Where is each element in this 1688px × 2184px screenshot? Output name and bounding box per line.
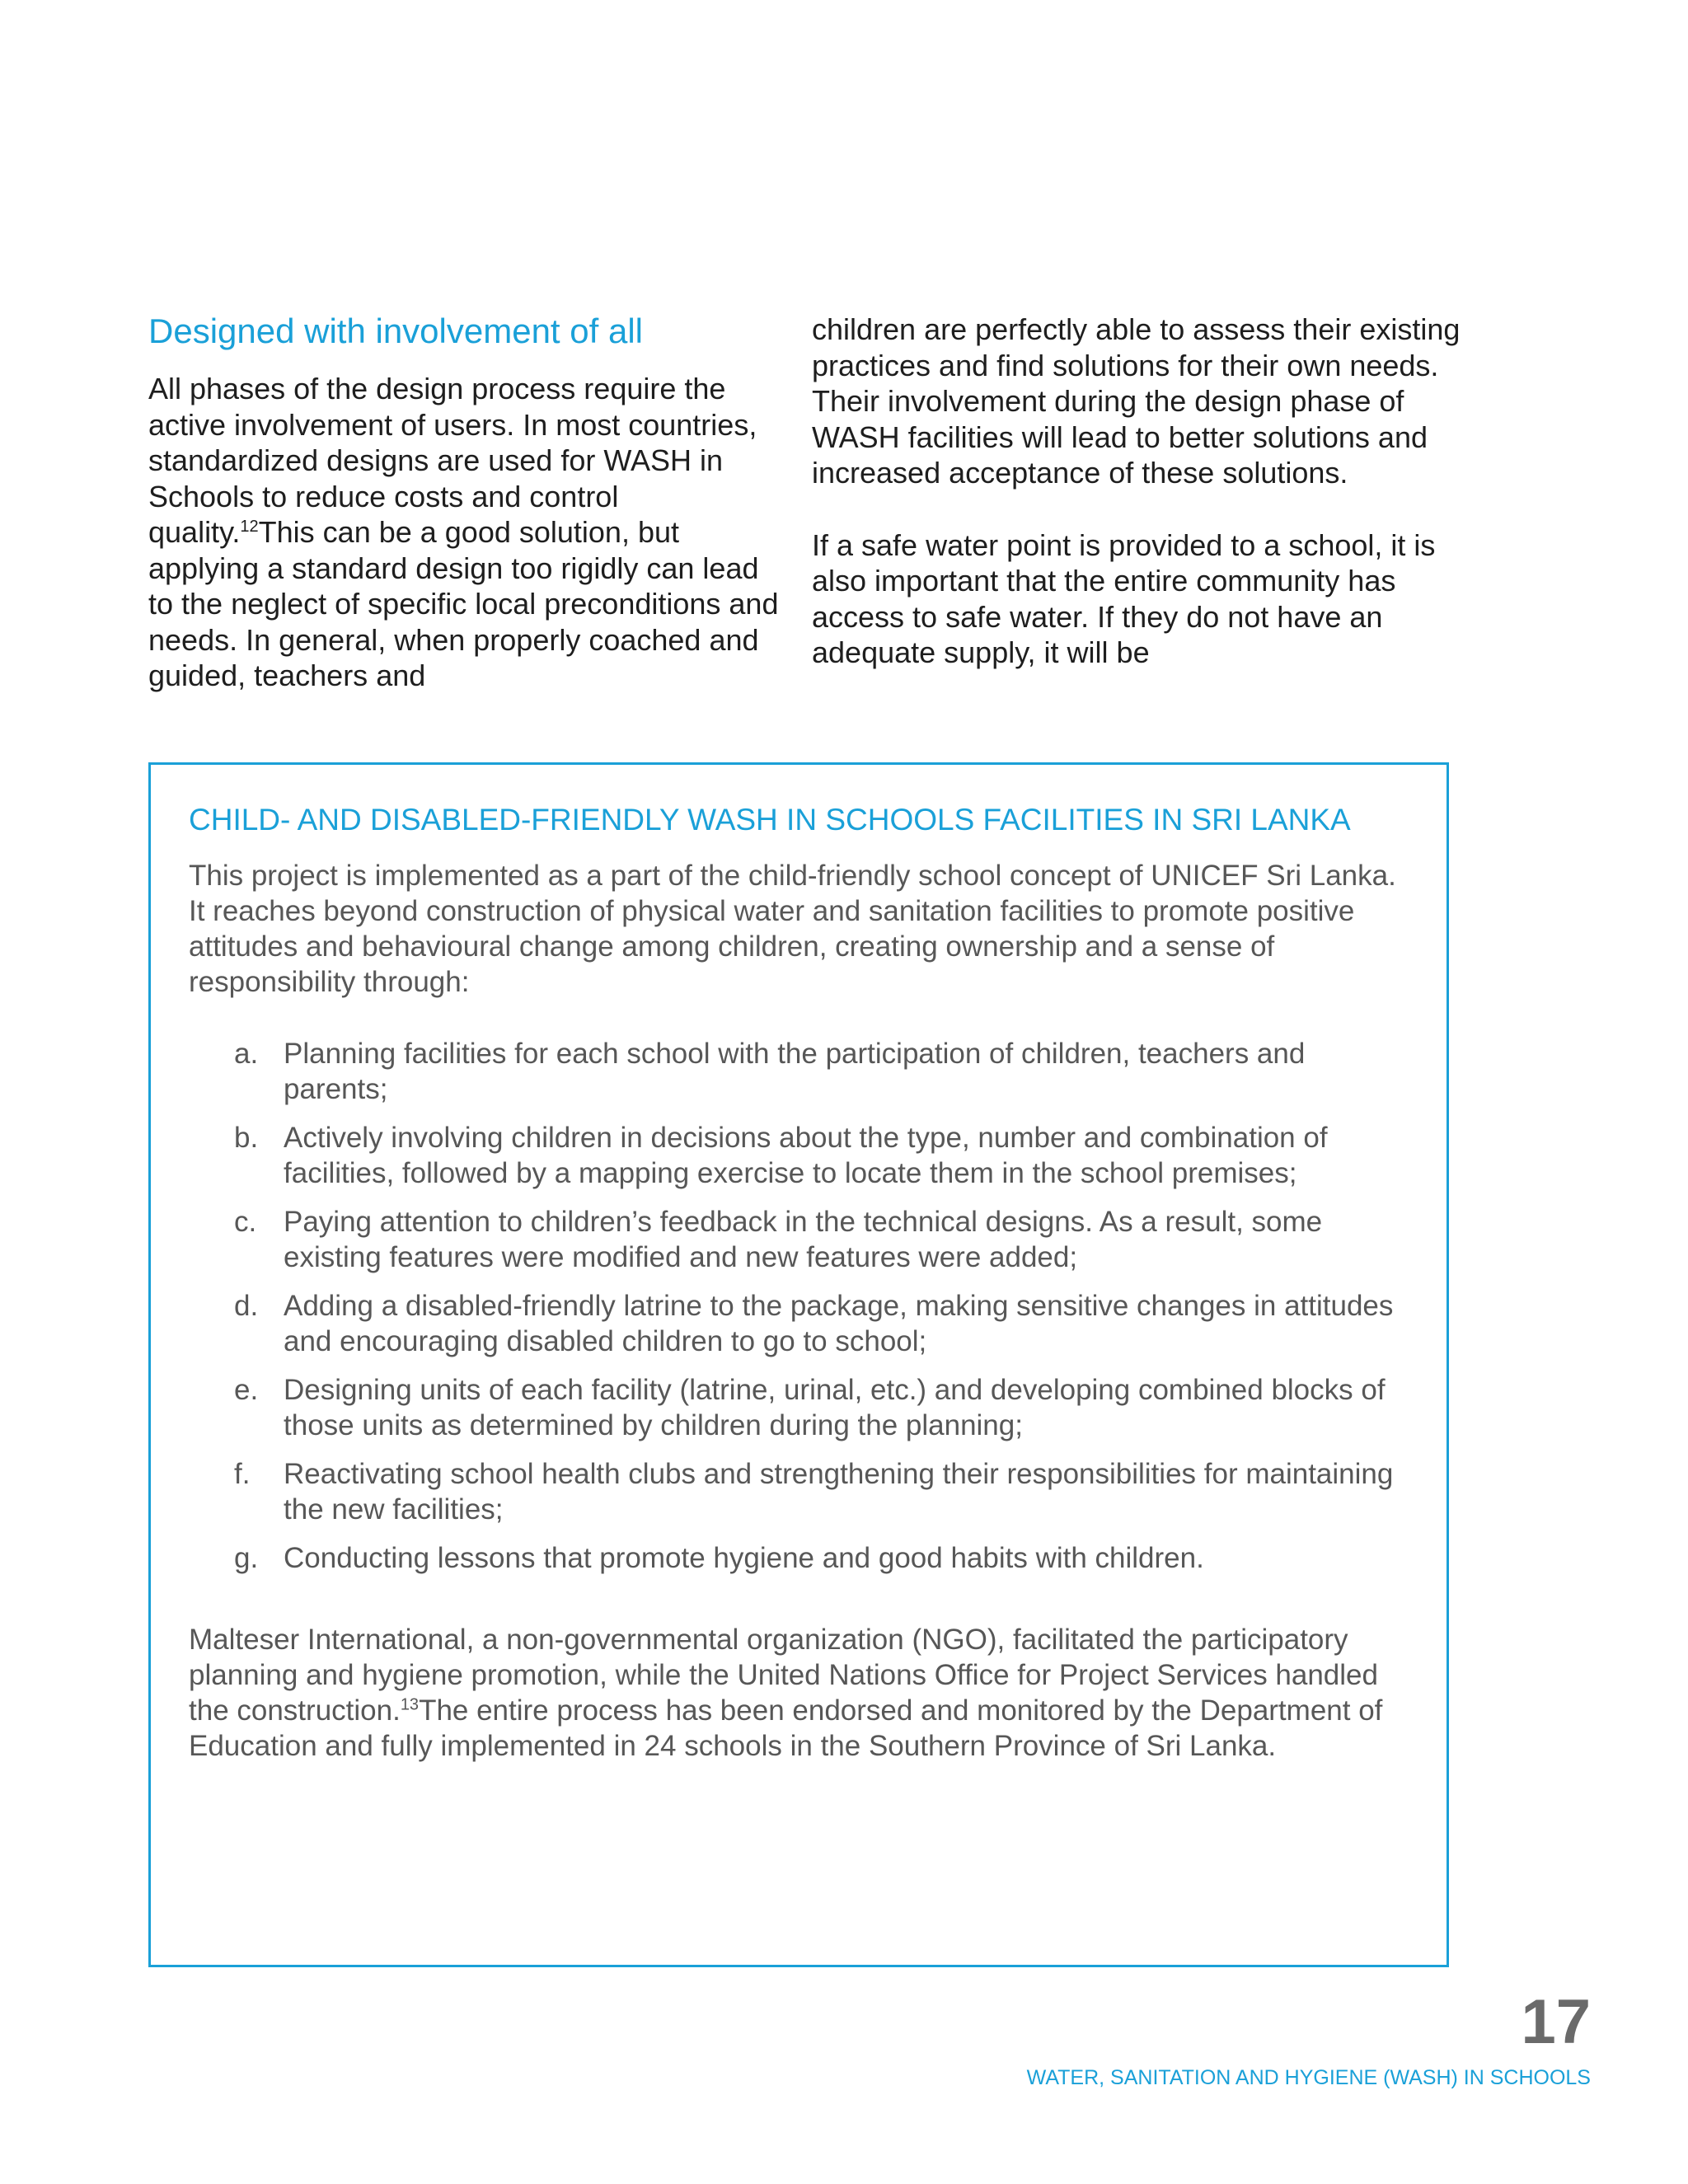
list-marker: g. xyxy=(234,1542,259,1574)
list-marker: a. xyxy=(234,1038,259,1070)
list-item-text: Actively involving children in decisions about the type, number and combination of facilities, followed by a mapping exercise to locate them in the school premises; xyxy=(284,1122,1328,1189)
body-text: Malteser International, a non-governmental organization (NGO), facilitated the participatory planning and hygiene promotion, while the United Nations Office for Project Services handled the construction. xyxy=(189,1624,1378,1727)
list-item-text: Reactivating school health clubs and strengthening their responsibilities for maintaining the new facilities; xyxy=(284,1458,1394,1526)
list-item-text: Planning facilities for each school with the participation of children, teachers and parents; xyxy=(284,1038,1306,1105)
body-paragraph: children are perfectly able to assess their existing practices and find solutions for their own needs. Their involvement during the design phase of WASH facilities will lead to better solutions and increased acceptance of these solutions. xyxy=(812,312,1461,490)
footnote-ref[interactable]: 12 xyxy=(240,518,259,536)
box-list xyxy=(189,1036,1409,1576)
list-marker: f. xyxy=(234,1458,251,1490)
box-closing-paragraph xyxy=(189,1622,1409,1764)
list-item xyxy=(234,1456,1409,1527)
case-study-box xyxy=(148,762,1449,1967)
right-column xyxy=(812,312,1471,671)
box-intro: This project is implemented as a part of the child-friendly school concept of UNICEF Sri Lanka. It reaches beyond construction of physical water and sanitation facilities to promote positive attitudes and behavioural change among children, creating ownership and a sense of responsibility through: xyxy=(189,860,1396,998)
list-item xyxy=(234,1204,1409,1275)
footnote-ref[interactable]: 13 xyxy=(400,1695,420,1714)
running-footer: WATER, SANITATION AND HYGIENE (WASH) IN SCHOOLS xyxy=(1026,2066,1591,2089)
list-marker: c. xyxy=(234,1206,257,1238)
left-column xyxy=(148,312,791,694)
body-paragraph xyxy=(148,371,791,694)
list-marker: b. xyxy=(234,1122,259,1154)
list-marker: d. xyxy=(234,1290,259,1322)
section-heading: Designed with involvement of all xyxy=(148,312,643,350)
list-item-text: Paying attention to children’s feedback in the technical designs. As a result, some existing features were modified and new features were added; xyxy=(284,1206,1323,1273)
list-item xyxy=(234,1372,1409,1443)
list-item xyxy=(234,1036,1409,1107)
list-item-text: Designing units of each facility (latrine, urinal, etc.) and developing combined blocks of those units as determined by children during the planning; xyxy=(284,1374,1386,1441)
page-number: 17 xyxy=(1521,1987,1591,2057)
list-item xyxy=(234,1540,1409,1576)
body-paragraph: If a safe water point is provided to a school, it is also important that the entire community has access to safe water. If they do not have an adequate supply, it will be xyxy=(812,527,1436,669)
list-item-text: Conducting lessons that promote hygiene and good habits with children. xyxy=(284,1542,1204,1574)
list-item xyxy=(234,1288,1409,1359)
list-item-text: Adding a disabled-friendly latrine to the package, making sensitive changes in attitudes and encouraging disabled children to go to school; xyxy=(284,1290,1394,1357)
box-title: CHILD- AND DISABLED-FRIENDLY WASH IN SCHOOLS FACILITIES IN SRI LANKA xyxy=(189,803,1351,837)
list-item xyxy=(234,1120,1409,1191)
body-text: All phases of the design process require the active involvement of users. In most countries, standardized designs are used for WASH in Schools to reduce costs and control quality. xyxy=(148,372,757,549)
list-marker: e. xyxy=(234,1374,259,1406)
body-text: The entire process has been endorsed and monitored by the Department of Education and fully implemented in 24 schools in the Southern Province of Sri Lanka. xyxy=(189,1694,1383,1762)
body-text: This can be a good solution, but applying a standard design too rigidly can lead to the neglect of specific local preconditions and needs. In general, when properly coached and guided, teachers and xyxy=(148,515,779,692)
